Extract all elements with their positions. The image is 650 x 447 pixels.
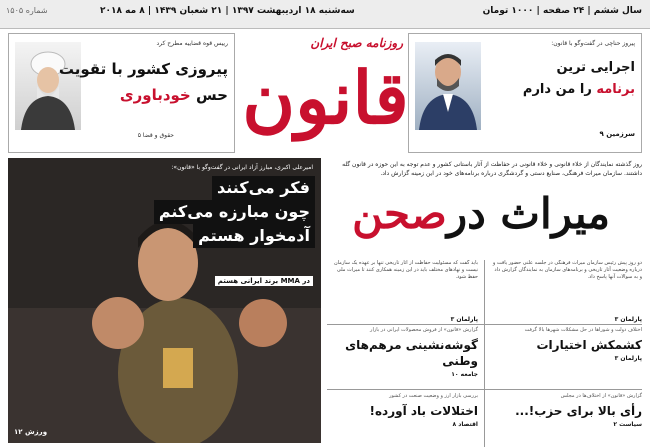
story-kicker: گزارش «قانون» از اختلاف‌ها در مجلس (560, 393, 642, 399)
feature-quote-line2: چون مبارزه می‌کنم (154, 200, 315, 224)
masthead-logo: قانون (242, 55, 409, 140)
story-kicker: پیروز حناچی در گفت‌وگو با قانون: (551, 40, 635, 47)
feature-story[interactable] (8, 158, 321, 443)
story-high-vote[interactable] (492, 393, 642, 428)
story-disruptions[interactable] (328, 393, 478, 428)
column-divider (484, 260, 485, 447)
story-section-ref: جامعه ۱۰ (451, 371, 478, 378)
lead-story-lede: روز گذشته نمایندگان از خلاء قانونی و خلاء قانونی در حفاظت از آثار باستانی کشور و عدم توجه به این حوزه در قانون گله داشتند. سازمان میراث فرهنگی، صنایع دستی و گردشگری درباره برنامه‌های خود در این زمینه گزارش داد. (342, 161, 642, 177)
story-kicker: گزارش «قانون» از فروش محصولات ایرانی در بازار (370, 327, 478, 333)
top-info-bar (0, 0, 650, 29)
story-section-ref: پارلمان ۳ (614, 355, 642, 362)
story-authority-dispute[interactable] (492, 327, 642, 362)
story-headline: اختلالات باد آورده! (369, 404, 478, 418)
story-section-ref: اقتصاد ۸ (452, 421, 478, 428)
feature-quote-line3: آدمخوار هستم (193, 224, 315, 248)
story-kicker: بررسی بازار ارز و وضعیت صنعت در کشور (389, 393, 478, 399)
feature-kicker: امیرعلی اکبری، مبارز آزاد ایرانی در گفت‌وگو با «قانون»: (171, 164, 313, 171)
story-headline-line2: حس خودباوری (119, 86, 228, 104)
portrait-photo (415, 42, 481, 130)
top-left-story[interactable] (8, 33, 235, 153)
lead-story-column-1: دو روز پیش رئیس سازمان میراث فرهنگی در جلسه علنی حضور یافت و درباره وضعیت آثار تاریخی و برنامه‌های سازمان به نمایندگان گزارش داد و به سوالات آنها پاسخ داد. (492, 260, 642, 280)
lead-story-column-2: باید گفت که مسئولیت حفاظت از آثار تاریخی تنها بر عهده یک سازمان نیست و نهادهای مختلف باید در این زمینه همکاری کنند تا میراث ملی حفظ شود. (333, 260, 478, 280)
story-headline: پیروزی کشور با تقویت (58, 60, 228, 78)
story-headline: کشمکش اختیارات (536, 338, 642, 352)
column-1-ref: پارلمان ۳ (614, 316, 642, 323)
top-right-story[interactable] (408, 33, 642, 153)
story-headline: گوشه‌نشینی مرهم‌های وطنی (345, 338, 478, 368)
story-kicker: رییس قوه قضاییه مطرح کرد (156, 40, 228, 47)
lead-headline[interactable]: میراث درصحن (352, 189, 610, 238)
story-section-ref: سیاست ۲ (613, 421, 642, 428)
column-2-ref: پارلمان ۳ (450, 316, 478, 323)
issue-info: سال ششم | ۲۴ صفحه | ۱۰۰۰ تومان (482, 6, 642, 16)
feature-subheadline: در MMA برند ایرانی هستم (215, 276, 313, 286)
story-headline: رأی بالا برای حزب!... (515, 404, 642, 418)
masthead (238, 30, 413, 155)
story-kicker: اختلاف دولت و شوراها در حل مشکلات شهرها بالا گرفت (524, 327, 642, 333)
story-section-ref: حقوق و قضا ۵ (137, 132, 174, 139)
masthead-subtitle: روزنامه صبح ایران (310, 36, 403, 50)
issue-number: شماره ۱۵۰۵ (6, 6, 48, 15)
story-section-ref: سرزمین ۹ (599, 130, 635, 138)
feature-section-ref: ورزش ۱۲ (14, 428, 48, 436)
man-portrait-icon (415, 42, 481, 130)
story-headline-line2: برنامه را من دارم (522, 82, 635, 97)
portrait-photo (15, 42, 81, 130)
cleric-portrait-icon (15, 42, 81, 130)
publication-date: سه‌شنبه ۱۸ اردیبهشت ۱۳۹۷ | ۲۱ شعبان ۱۴۳۹ | ۸ مه ۲۰۱۸ (100, 6, 355, 16)
story-headline: اجرایی ترین (556, 60, 635, 75)
feature-quote-line1: فکر می‌کنند (212, 176, 315, 200)
story-domestic-ointments[interactable] (328, 327, 478, 378)
